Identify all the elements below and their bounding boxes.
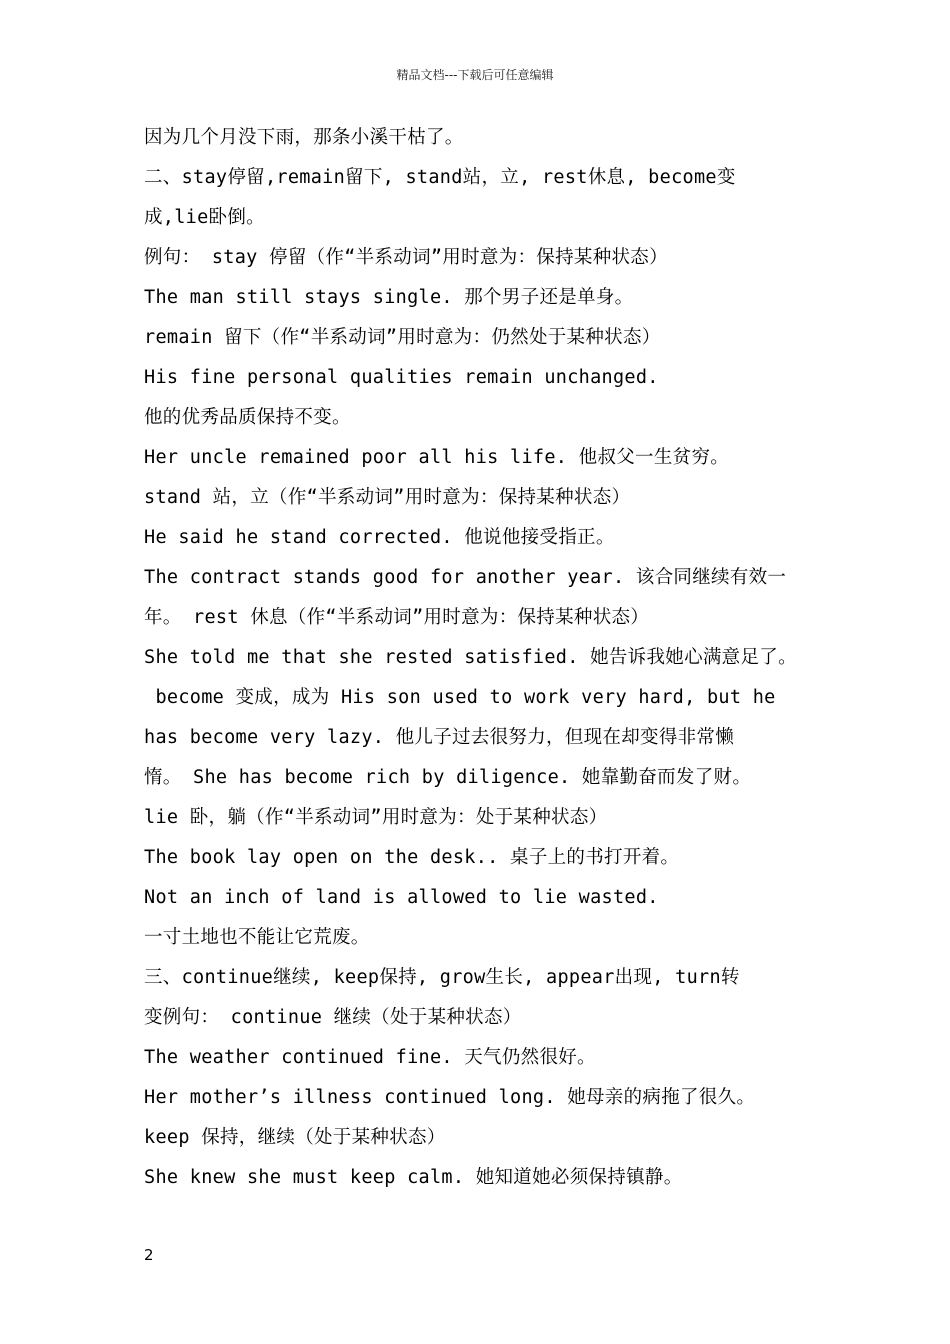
text-line: has become very lazy. 他儿子过去很努力，但现在却变得非常懒 — [144, 727, 735, 748]
document-body — [144, 118, 834, 1198]
text-line: Not an inch of land is allowed to lie wasted. — [144, 887, 659, 908]
text-line: The book lay open on the desk.. 桌子上的书打开着。 — [144, 847, 680, 868]
text-line: lie 卧，躺（作“半系动词”用时意为：处于某种状态） — [144, 807, 608, 828]
page-header: 精品文档---下载后可任意编辑 — [396, 68, 554, 82]
text-line: remain 留下（作“半系动词”用时意为：仍然处于某种状态） — [144, 327, 661, 348]
text-line: 年。 rest 休息（作“半系动词”用时意为：保持某种状态） — [144, 607, 650, 628]
text-line: 他的优秀品质保持不变。 — [144, 407, 351, 428]
text-line: 三、continue继续, keep保持, grow生长, appear出现, turn转 — [144, 967, 740, 988]
text-line: 二、stay停留,remain留下, stand站，立, rest休息, become变 — [144, 167, 736, 188]
text-line: stand 站，立（作“半系动词”用时意为：保持某种状态） — [144, 487, 631, 508]
text-line: She knew she must keep calm. 她知道她必须保持镇静。 — [144, 1167, 683, 1188]
text-line: 成,lie卧倒。 — [144, 207, 265, 228]
text-line: 因为几个月没下雨，那条小溪干枯了。 — [144, 127, 464, 148]
text-line: keep 保持，继续（处于某种状态） — [144, 1127, 446, 1148]
text-line: 一寸土地也不能让它荒废。 — [144, 927, 370, 948]
text-line: She told me that she rested satisfied. 她告诉我她心满意足了。 — [144, 647, 797, 668]
text-line: His fine personal qualities remain unchanged. — [144, 367, 659, 388]
text-line: The weather continued fine. 天气仍然很好。 — [144, 1047, 596, 1068]
text-line: 变例句： continue 继续（处于某种状态） — [144, 1007, 522, 1028]
page-number: 2 — [144, 1246, 154, 1264]
text-line: Her uncle remained poor all his life. 他叔父一生贫穷。 — [144, 447, 730, 468]
text-line: He said he stand corrected. 他说他接受指正。 — [144, 527, 615, 548]
text-line: 惰。 She has become rich by diligence. 她靠勤奋而发了财。 — [144, 767, 752, 788]
text-line: 例句： stay 停留（作“半系动词”用时意为：保持某种状态） — [144, 247, 668, 268]
text-line: become 变成，成为 His son used to work very hard, but he — [144, 687, 776, 708]
text-line: The man still stays single. 那个男子还是单身。 — [144, 287, 634, 308]
text-line: Her mother’s illness continued long. 她母亲的病拖了很久。 — [144, 1087, 756, 1108]
text-line: The contract stands good for another year. 该合同继续有效一 — [144, 567, 787, 588]
